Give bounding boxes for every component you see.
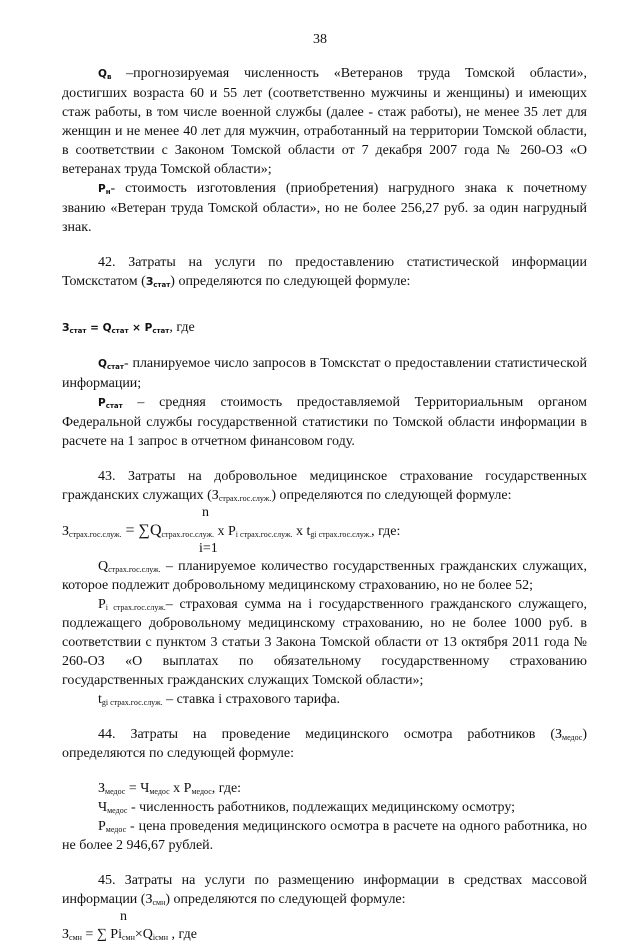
section-44-definition-p: $Р_{медос}$ - цена проведения медицинского осмотра в расчете на одного работника, но не более 2 946,67 рублей. [62,819,587,853]
section-44-definition-ch: $Ч_{медос}$ - численность работников, подлежащих медицинскому осмотру; [98,800,516,815]
section-43-intro: 43. Затраты на добровольное медицинское страхование государственных гражданских служащих $(З_{страх.гос.служ.})$ определяются по следующей формуле: [62,469,587,503]
section-44-intro: 44. Затраты на проведение медицинского осмотра работников $(З_{медос})$ определяются по следующей формуле: [62,727,587,761]
section-43-definition-t: $t_{gi страх.гос.служ.}$ – ставка i страхового тарифа. [98,692,341,707]
section-42-definition-p: Pстат – средняя стоимость предоставляемой Территориальным органом Федеральной службы государственной статистики по Томской области информации в расчете на 1 запрос в отчетном финансовом году. [62,395,587,449]
definition-p-badge: Pн- стоимость изготовления (приобретения) нагрудного знака к почетному званию «Ветеран труда Томской области», но не более 256,27 руб. за один нагрудный знак. [62,181,587,235]
sum-upper-limit: n [202,505,209,520]
sum-upper-limit: n [120,909,127,924]
section-43-definition-q: $Q_{страх.гос.служ.}$ – планируемое количество государственных гражданских служащих, которое подлежит добровольному медицинскому страхованию, но не более 52; [62,559,587,593]
section-45-formula: n $З_{смн}$ = ∑ $Pi_{смн}\times Q_{iсмн}$ , где [62,909,587,944]
section-43-definition-p: $P_{i страх.гос.служ.}-$ страховая сумма на i государственного гражданского служащего, подлежащего добровольному медицинскому страхованию, но не более 1000 руб. в соответствии с пунктом 3 статьи 3 Закона Томской области от 13 октября 2011 года № 260-ОЗ «О выплатах по обязательному государственному страхованию государственных гражданских служащих Томской области»; [62,597,588,688]
symbol-q: Q [98,68,107,80]
section-44-formula: $З_{медос} = Ч_{медос}$ x $Р_{медос}$, где: [98,781,242,796]
section-42-definition-q: Qстат- планируемое число запросов в Томскстат о предоставлении статистической информации; [62,356,587,391]
symbol-p: P [98,183,106,195]
section-42-intro: 42. Затраты на услуги по предоставлению статистической информации Томскстатом (Зстат) определяются по следующей формуле: [62,255,587,289]
definition-q-veterans: Qв –прогнозируемая численность «Ветеранов труда Томской области», достигших возраста 60 и 55 лет (соответственно мужчины и женщины) и имеющих стаж работы, в том числе военной службы (далее - стаж работы), не менее 35 лет для женщин и не менее 40 лет для мужчин, отработанный на территории Томской области, в соответствии с Законом Томской области от 7 декабря 2007 года № 260-ОЗ «О ветеранах труда Томской области»; [62,66,587,177]
section-43-formula: n $З_{страх.гос.служ.} = \sum Q_{страх.гос.служ.}$ x $P_{i страх.гос.служ.}$ x $t_{gi страх.гос.служ.}$, где: i=1 [62,505,587,557]
page-number: 38 [313,32,327,47]
document-body [62,64,587,944]
section-42-formula: Зстат = Qстат × Pстат, где [62,320,195,335]
section-45-intro: 45. Затраты на услуги по размещению информации в средствах массовой информации $(З_{смн})$ определяются по следующей формуле: [62,873,587,907]
sum-lower-limit: i=1 [199,541,218,556]
